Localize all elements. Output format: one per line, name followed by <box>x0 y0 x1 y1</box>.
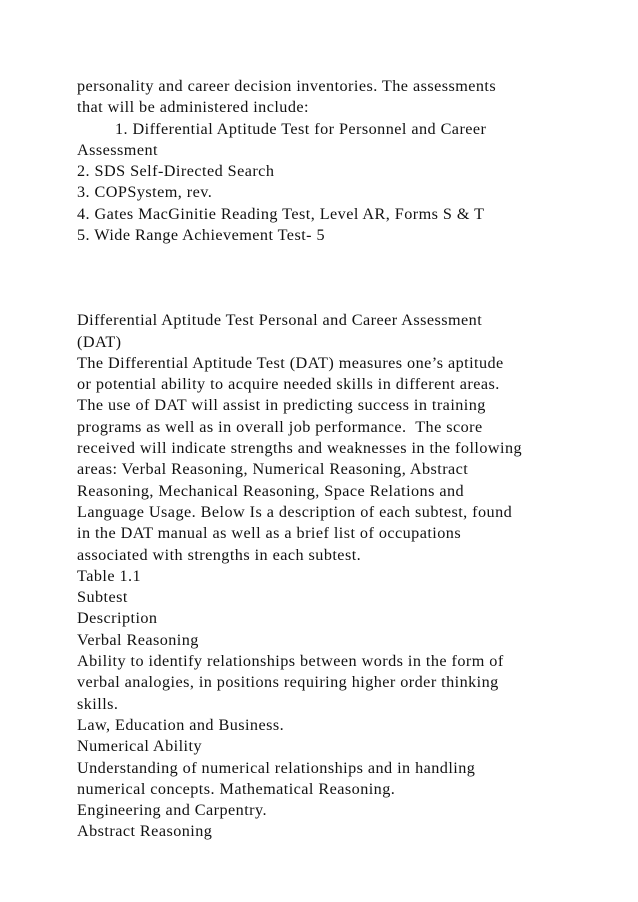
paragraph-line: The use of DAT will assist in predicting success in training <box>77 396 486 415</box>
list-item: 4. Gates MacGinitie Reading Test, Level AR, Forms S & T <box>77 204 485 223</box>
table-line: numerical concepts. Mathematical Reasoning. <box>77 779 396 798</box>
paragraph-line: areas: Verbal Reasoning, Numerical Reasoning, Abstract <box>77 460 469 479</box>
paragraph-gap <box>77 246 617 289</box>
paragraph-line: associated with strengths in each subtest. <box>77 545 362 564</box>
list-item: 3. COPSystem, rev. <box>77 183 213 202</box>
list-item: 1. Differential Aptitude Test for Personnel and Career <box>115 119 487 138</box>
paragraph-line: programs as well as in overall job performance. The score <box>77 417 483 436</box>
table-line: Numerical Ability <box>77 737 202 756</box>
list-item: 2. SDS Self-Directed Search <box>77 162 275 181</box>
paragraph-line: in the DAT manual as well as a brief list of occupations <box>77 524 462 543</box>
intro-line: that will be administered include: <box>77 98 309 117</box>
document-body <box>77 76 617 843</box>
paragraph-line: Language Usage. Below Is a description of each subtest, found <box>77 502 513 521</box>
paragraph-line: received will indicate strengths and weaknesses in the following <box>77 439 523 458</box>
section-heading: (DAT) <box>77 332 122 351</box>
intro-line: personality and career decision inventories. The assessments <box>77 77 497 95</box>
list-item: 5. Wide Range Achievement Test- 5 <box>77 226 326 245</box>
paragraph-line: The Differential Aptitude Test (DAT) measures one’s aptitude <box>77 353 504 372</box>
paragraph-line: Reasoning, Mechanical Reasoning, Space Relations and <box>77 481 465 500</box>
table-line: Verbal Reasoning <box>77 630 199 649</box>
table-line: Understanding of numerical relationships and in handling <box>77 758 476 777</box>
table-caption: Table 1.1 <box>77 566 142 585</box>
table-line: Description <box>77 609 158 628</box>
section-heading: Differential Aptitude Test Personal and Career Assessment <box>77 311 483 330</box>
table-line: verbal analogies, in positions requiring higher order thinking <box>77 673 499 692</box>
table-line: Engineering and Carpentry. <box>77 801 267 820</box>
table-line: Subtest <box>77 588 128 607</box>
paragraph-gap <box>77 289 617 310</box>
list-item-continuation: Assessment <box>77 140 158 159</box>
table-line: Law, Education and Business. <box>77 715 285 734</box>
table-line: Ability to identify relationships between words in the form of <box>77 652 504 671</box>
table-line: Abstract Reasoning <box>77 822 213 841</box>
paragraph-line: or potential ability to acquire needed skills in different areas. <box>77 375 500 394</box>
table-line: skills. <box>77 694 119 713</box>
